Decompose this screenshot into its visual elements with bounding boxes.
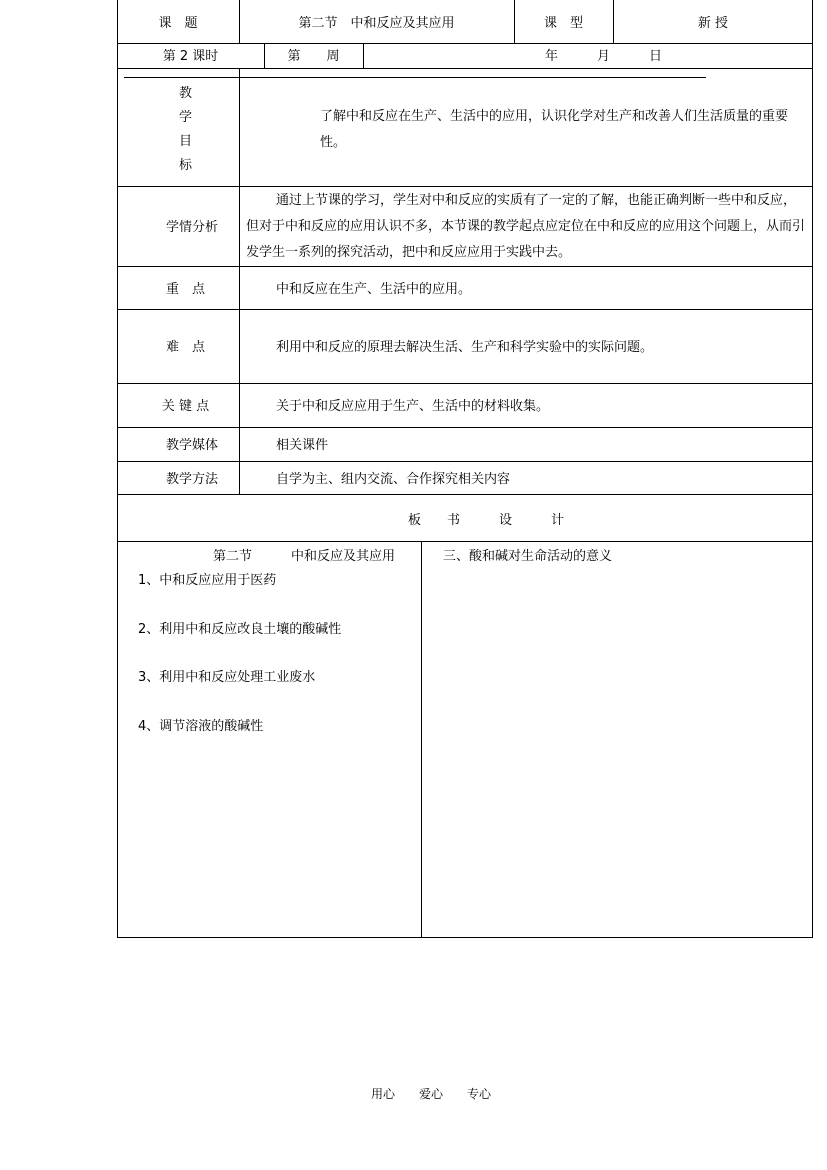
difficulty-label: 难 点 — [165, 340, 205, 355]
topic-value: 第二节 中和反应及其应用 — [298, 16, 455, 31]
media-text: 相关课件 — [276, 438, 329, 453]
type-value: 新 授 — [697, 16, 729, 31]
objectives-label-1: 教 — [178, 86, 192, 101]
date-cell: 年 月 日 — [545, 49, 663, 64]
method-label: 教学方法 — [165, 472, 218, 487]
row-divider — [117, 68, 813, 69]
objectives-label-4: 标 — [178, 158, 192, 173]
analysis-text: 通过上节课的学习，学生对中和反应的实质有了一定的了解，也能正确判断一些中和反应，但对于中和反应的应用认识不多，本节课的教学起点应定位在中和反应的应用这个问题上，从而引发学生一系列的探究活动，把中和反应应用于实践中去。 — [246, 193, 806, 260]
row-divider — [117, 494, 813, 495]
type-label: 课 型 — [543, 16, 583, 31]
col-divider — [363, 43, 364, 68]
board-col-divider — [421, 541, 422, 938]
analysis-label: 学情分析 — [165, 220, 218, 235]
row-divider — [117, 461, 813, 462]
difficulty-text: 利用中和反应的原理去解决生活、生产和科学实验中的实际问题。 — [276, 340, 654, 355]
key-point-label: 重 点 — [165, 282, 205, 297]
board-item: 1、中和反应应用于医药 — [138, 573, 277, 588]
key-point-text: 中和反应在生产、生活中的应用。 — [276, 282, 472, 297]
row-divider — [117, 309, 813, 310]
board-title: 板 书 设 计 — [408, 513, 565, 528]
row-divider — [117, 541, 813, 542]
stray-rule — [124, 77, 706, 78]
media-label: 教学媒体 — [165, 438, 218, 453]
week-cell: 第 周 — [287, 49, 340, 64]
board-item: 2、利用中和反应改良土壤的酸碱性 — [138, 622, 342, 637]
objectives-text: 了解中和反应在生产、生活中的应用，认识化学对生产和改善人们生活质量的重要性。 — [320, 109, 789, 150]
crux-label: 关 键 点 — [161, 399, 210, 414]
method-text: 自学为主、组内交流、合作探究相关内容 — [276, 472, 511, 487]
crux-text: 关于中和反应应用于生产、生活中的材料收集。 — [276, 399, 550, 414]
row-divider — [117, 186, 813, 187]
row-divider — [117, 43, 813, 44]
row-divider — [117, 266, 813, 267]
board-right-heading: 三、酸和碱对生命活动的意义 — [443, 549, 613, 564]
objectives-label-2: 学 — [178, 110, 192, 125]
page-footer: 用心 爱心 专心 — [371, 1087, 492, 1101]
board-left-heading: 第二节 中和反应及其应用 — [213, 549, 396, 564]
row-divider — [117, 383, 813, 384]
row-divider — [117, 427, 813, 428]
period-cell: 第 2 课时 — [162, 49, 219, 64]
objectives-label-3: 目 — [178, 134, 192, 149]
board-item: 3、利用中和反应处理工业废水 — [138, 670, 316, 685]
board-item: 4、调节溶液的酸碱性 — [138, 719, 264, 734]
topic-label: 课 题 — [158, 16, 198, 31]
